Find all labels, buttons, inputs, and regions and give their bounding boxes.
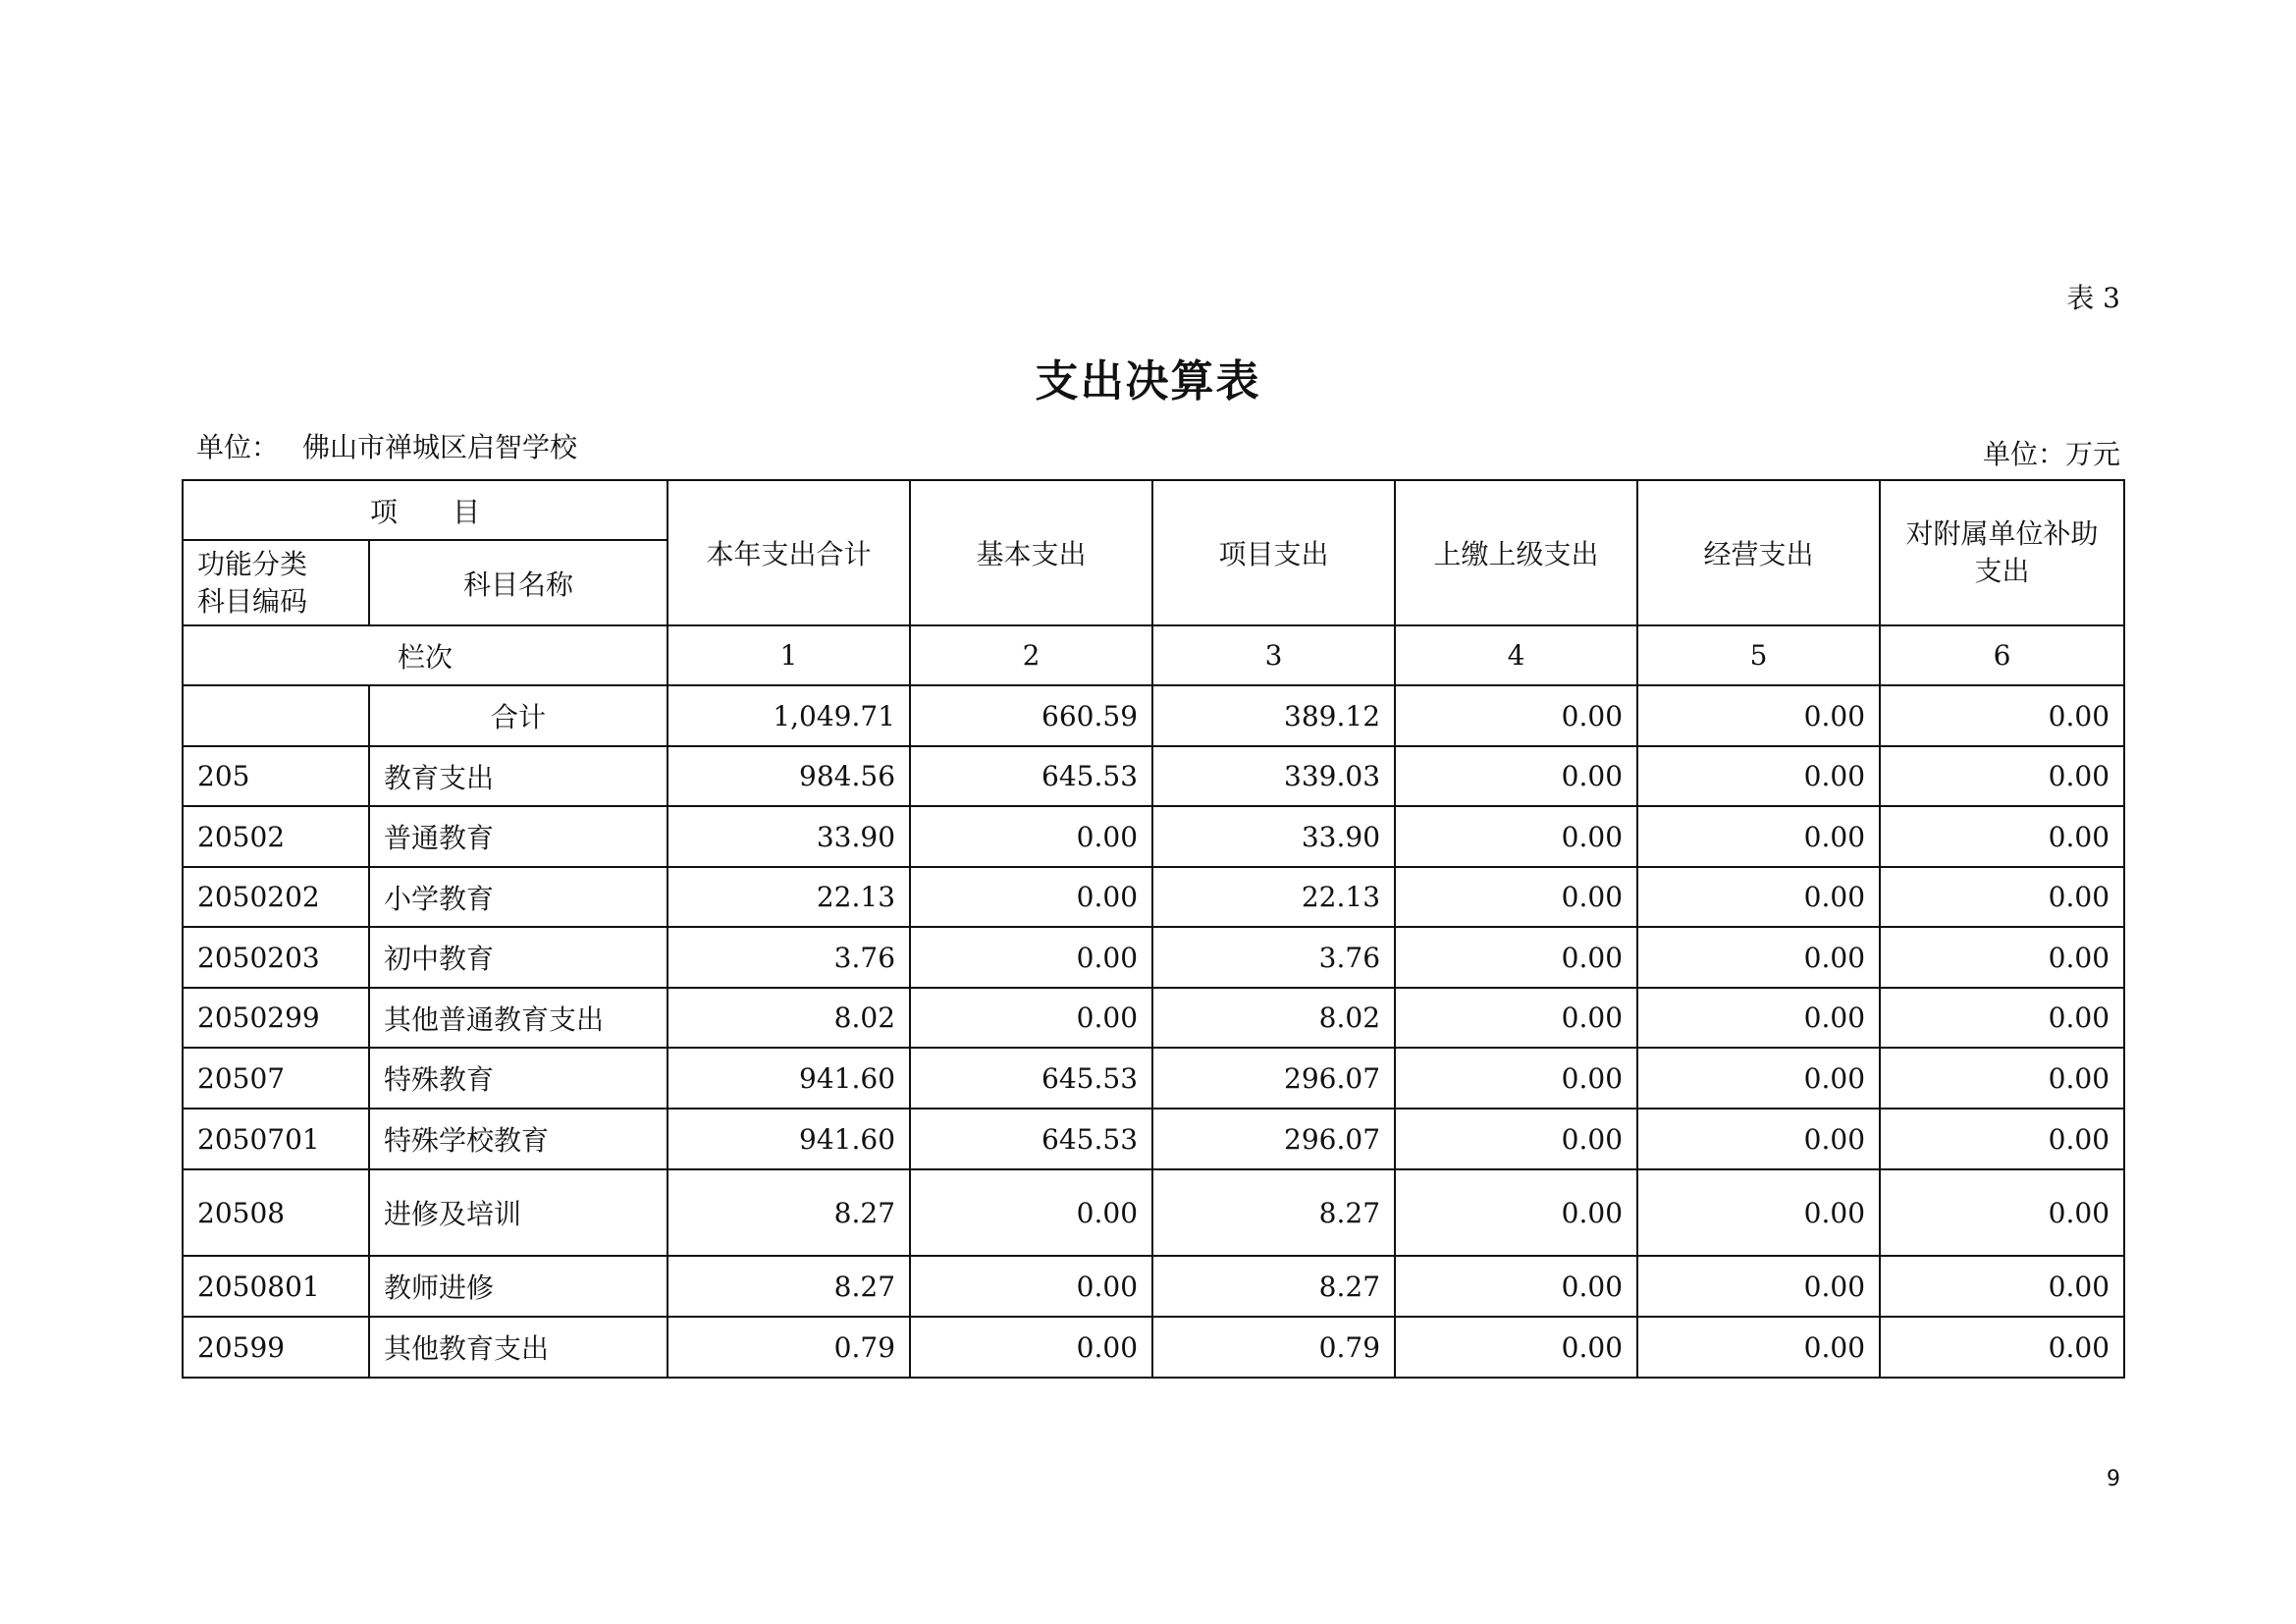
- row-value-5: 0.00: [1637, 1256, 1880, 1317]
- row-value-6: 0.00: [1880, 746, 2124, 806]
- row-value-1: 22.13: [667, 867, 910, 927]
- row-value-1: 941.60: [667, 1048, 910, 1109]
- row-code: 2050203: [183, 927, 369, 988]
- row-value-3: 296.07: [1152, 1048, 1395, 1109]
- row-value-1: 3.76: [667, 927, 910, 988]
- row-value-2: 645.53: [910, 746, 1152, 806]
- column-index-1: 1: [667, 625, 910, 685]
- row-code: 2050299: [183, 988, 369, 1048]
- header-remit-superior: 上缴上级支出: [1395, 480, 1637, 625]
- row-value-5: 0.00: [1637, 1109, 1880, 1169]
- table-row: [183, 1256, 2124, 1317]
- table-row: [183, 1109, 2124, 1169]
- row-value-3: 296.07: [1152, 1109, 1395, 1169]
- row-value-1: 8.27: [667, 1256, 910, 1317]
- row-value-2: 0.00: [910, 867, 1152, 927]
- table-row: [183, 1048, 2124, 1109]
- header-item: 项 目: [183, 480, 667, 540]
- row-subject-name: 教师进修: [369, 1256, 667, 1317]
- table-row: [183, 806, 2124, 867]
- row-value-3: 3.76: [1152, 927, 1395, 988]
- row-value-6: 0.00: [1880, 1109, 2124, 1169]
- row-value-6: 0.00: [1880, 806, 2124, 867]
- row-value-6: 0.00: [1880, 1048, 2124, 1109]
- header-function-code: 功能分类科目编码: [183, 540, 369, 625]
- row-value-3: 33.90: [1152, 806, 1395, 867]
- table-row: [183, 988, 2124, 1048]
- column-index-row: [183, 625, 2124, 685]
- row-value-1: 0.79: [667, 1317, 910, 1378]
- row-code: 205: [183, 746, 369, 806]
- column-index-6: 6: [1880, 625, 2124, 685]
- row-code: 2050202: [183, 867, 369, 927]
- row-value-5: 0.00: [1637, 1169, 1880, 1256]
- column-index-5: 5: [1637, 625, 1880, 685]
- row-value-5: 0.00: [1637, 867, 1880, 927]
- row-value-4: 0.00: [1395, 867, 1637, 927]
- row-value-4: 0.00: [1395, 1256, 1637, 1317]
- row-value-5: 0.00: [1637, 1048, 1880, 1109]
- row-value-4: 0.00: [1395, 1169, 1637, 1256]
- row-code: 20508: [183, 1169, 369, 1256]
- row-value-5: 0.00: [1637, 1317, 1880, 1378]
- table-row: [183, 927, 2124, 988]
- unit-organization: [196, 426, 577, 465]
- row-value-6: 0.00: [1880, 867, 2124, 927]
- total-value-4: 0.00: [1395, 685, 1637, 746]
- row-subject-name: 教育支出: [369, 746, 667, 806]
- row-value-5: 0.00: [1637, 927, 1880, 988]
- total-value-3: 389.12: [1152, 685, 1395, 746]
- table-number: 表 3: [2066, 282, 2120, 314]
- column-index-4: 4: [1395, 625, 1637, 685]
- row-value-2: 0.00: [910, 927, 1152, 988]
- row-value-6: 0.00: [1880, 1256, 2124, 1317]
- row-value-1: 941.60: [667, 1109, 910, 1169]
- column-index-2: 2: [910, 625, 1152, 685]
- total-value-5: 0.00: [1637, 685, 1880, 746]
- row-value-2: 0.00: [910, 1169, 1152, 1256]
- row-code: 20507: [183, 1048, 369, 1109]
- row-value-6: 0.00: [1880, 927, 2124, 988]
- unit-organization-name: 佛山市禅城区启智学校: [302, 431, 578, 463]
- row-value-4: 0.00: [1395, 806, 1637, 867]
- row-value-6: 0.00: [1880, 1169, 2124, 1256]
- row-value-4: 0.00: [1395, 746, 1637, 806]
- row-value-4: 0.00: [1395, 1109, 1637, 1169]
- total-value-6: 0.00: [1880, 685, 2124, 746]
- row-subject-name: 初中教育: [369, 927, 667, 988]
- header-operating-expenditure: 经营支出: [1637, 480, 1880, 625]
- table-row: [183, 746, 2124, 806]
- row-value-2: 0.00: [910, 988, 1152, 1048]
- row-value-3: 339.03: [1152, 746, 1395, 806]
- row-value-5: 0.00: [1637, 746, 1880, 806]
- total-value-1: 1,049.71: [667, 685, 910, 746]
- row-value-5: 0.00: [1637, 988, 1880, 1048]
- row-value-1: 33.90: [667, 806, 910, 867]
- row-code: 2050801: [183, 1256, 369, 1317]
- row-value-5: 0.00: [1637, 806, 1880, 867]
- row-value-2: 645.53: [910, 1109, 1152, 1169]
- row-value-6: 0.00: [1880, 1317, 2124, 1378]
- row-value-3: 8.27: [1152, 1256, 1395, 1317]
- row-value-2: 0.00: [910, 1317, 1152, 1378]
- row-code: 2050701: [183, 1109, 369, 1169]
- column-index-label: 栏次: [183, 625, 667, 685]
- row-subject-name: 进修及培训: [369, 1169, 667, 1256]
- row-value-3: 0.79: [1152, 1317, 1395, 1378]
- row-value-3: 8.02: [1152, 988, 1395, 1048]
- table-row: [183, 1169, 2124, 1256]
- row-value-2: 0.00: [910, 1256, 1152, 1317]
- column-index-3: 3: [1152, 625, 1395, 685]
- page-number: 9: [2107, 1467, 2120, 1491]
- row-value-3: 22.13: [1152, 867, 1395, 927]
- row-code: 20599: [183, 1317, 369, 1378]
- header-row-item: [183, 480, 2124, 540]
- table-row: [183, 1317, 2124, 1378]
- total-row: [183, 685, 2124, 746]
- row-subject-name: 小学教育: [369, 867, 667, 927]
- row-value-1: 8.02: [667, 988, 910, 1048]
- row-subject-name: 其他普通教育支出: [369, 988, 667, 1048]
- header-total-expenditure: 本年支出合计: [667, 480, 910, 625]
- row-subject-name: 特殊学校教育: [369, 1109, 667, 1169]
- row-subject-name: 其他教育支出: [369, 1317, 667, 1378]
- row-value-1: 984.56: [667, 746, 910, 806]
- row-value-2: 645.53: [910, 1048, 1152, 1109]
- total-label: 合计: [369, 685, 667, 746]
- row-subject-name: 特殊教育: [369, 1048, 667, 1109]
- row-value-4: 0.00: [1395, 988, 1637, 1048]
- total-value-2: 660.59: [910, 685, 1152, 746]
- row-value-3: 8.27: [1152, 1169, 1395, 1256]
- table-row: [183, 867, 2124, 927]
- row-value-4: 0.00: [1395, 1317, 1637, 1378]
- header-subject-name: 科目名称: [369, 540, 667, 625]
- row-value-1: 8.27: [667, 1169, 910, 1256]
- row-value-6: 0.00: [1880, 988, 2124, 1048]
- total-code: [183, 685, 369, 746]
- header-project-expenditure: 项目支出: [1152, 480, 1395, 625]
- header-basic-expenditure: 基本支出: [910, 480, 1152, 625]
- row-subject-name: 普通教育: [369, 806, 667, 867]
- page-title: 支出决算表: [1035, 356, 1261, 406]
- expenditure-table: [182, 479, 2125, 1379]
- unit-currency: 单位：万元: [1982, 438, 2120, 470]
- row-value-2: 0.00: [910, 806, 1152, 867]
- row-value-4: 0.00: [1395, 1048, 1637, 1109]
- unit-label: 单位：: [196, 431, 280, 463]
- header-subsidiary-subsidy: 对附属单位补助支出: [1880, 480, 2124, 625]
- row-value-4: 0.00: [1395, 927, 1637, 988]
- row-code: 20502: [183, 806, 369, 867]
